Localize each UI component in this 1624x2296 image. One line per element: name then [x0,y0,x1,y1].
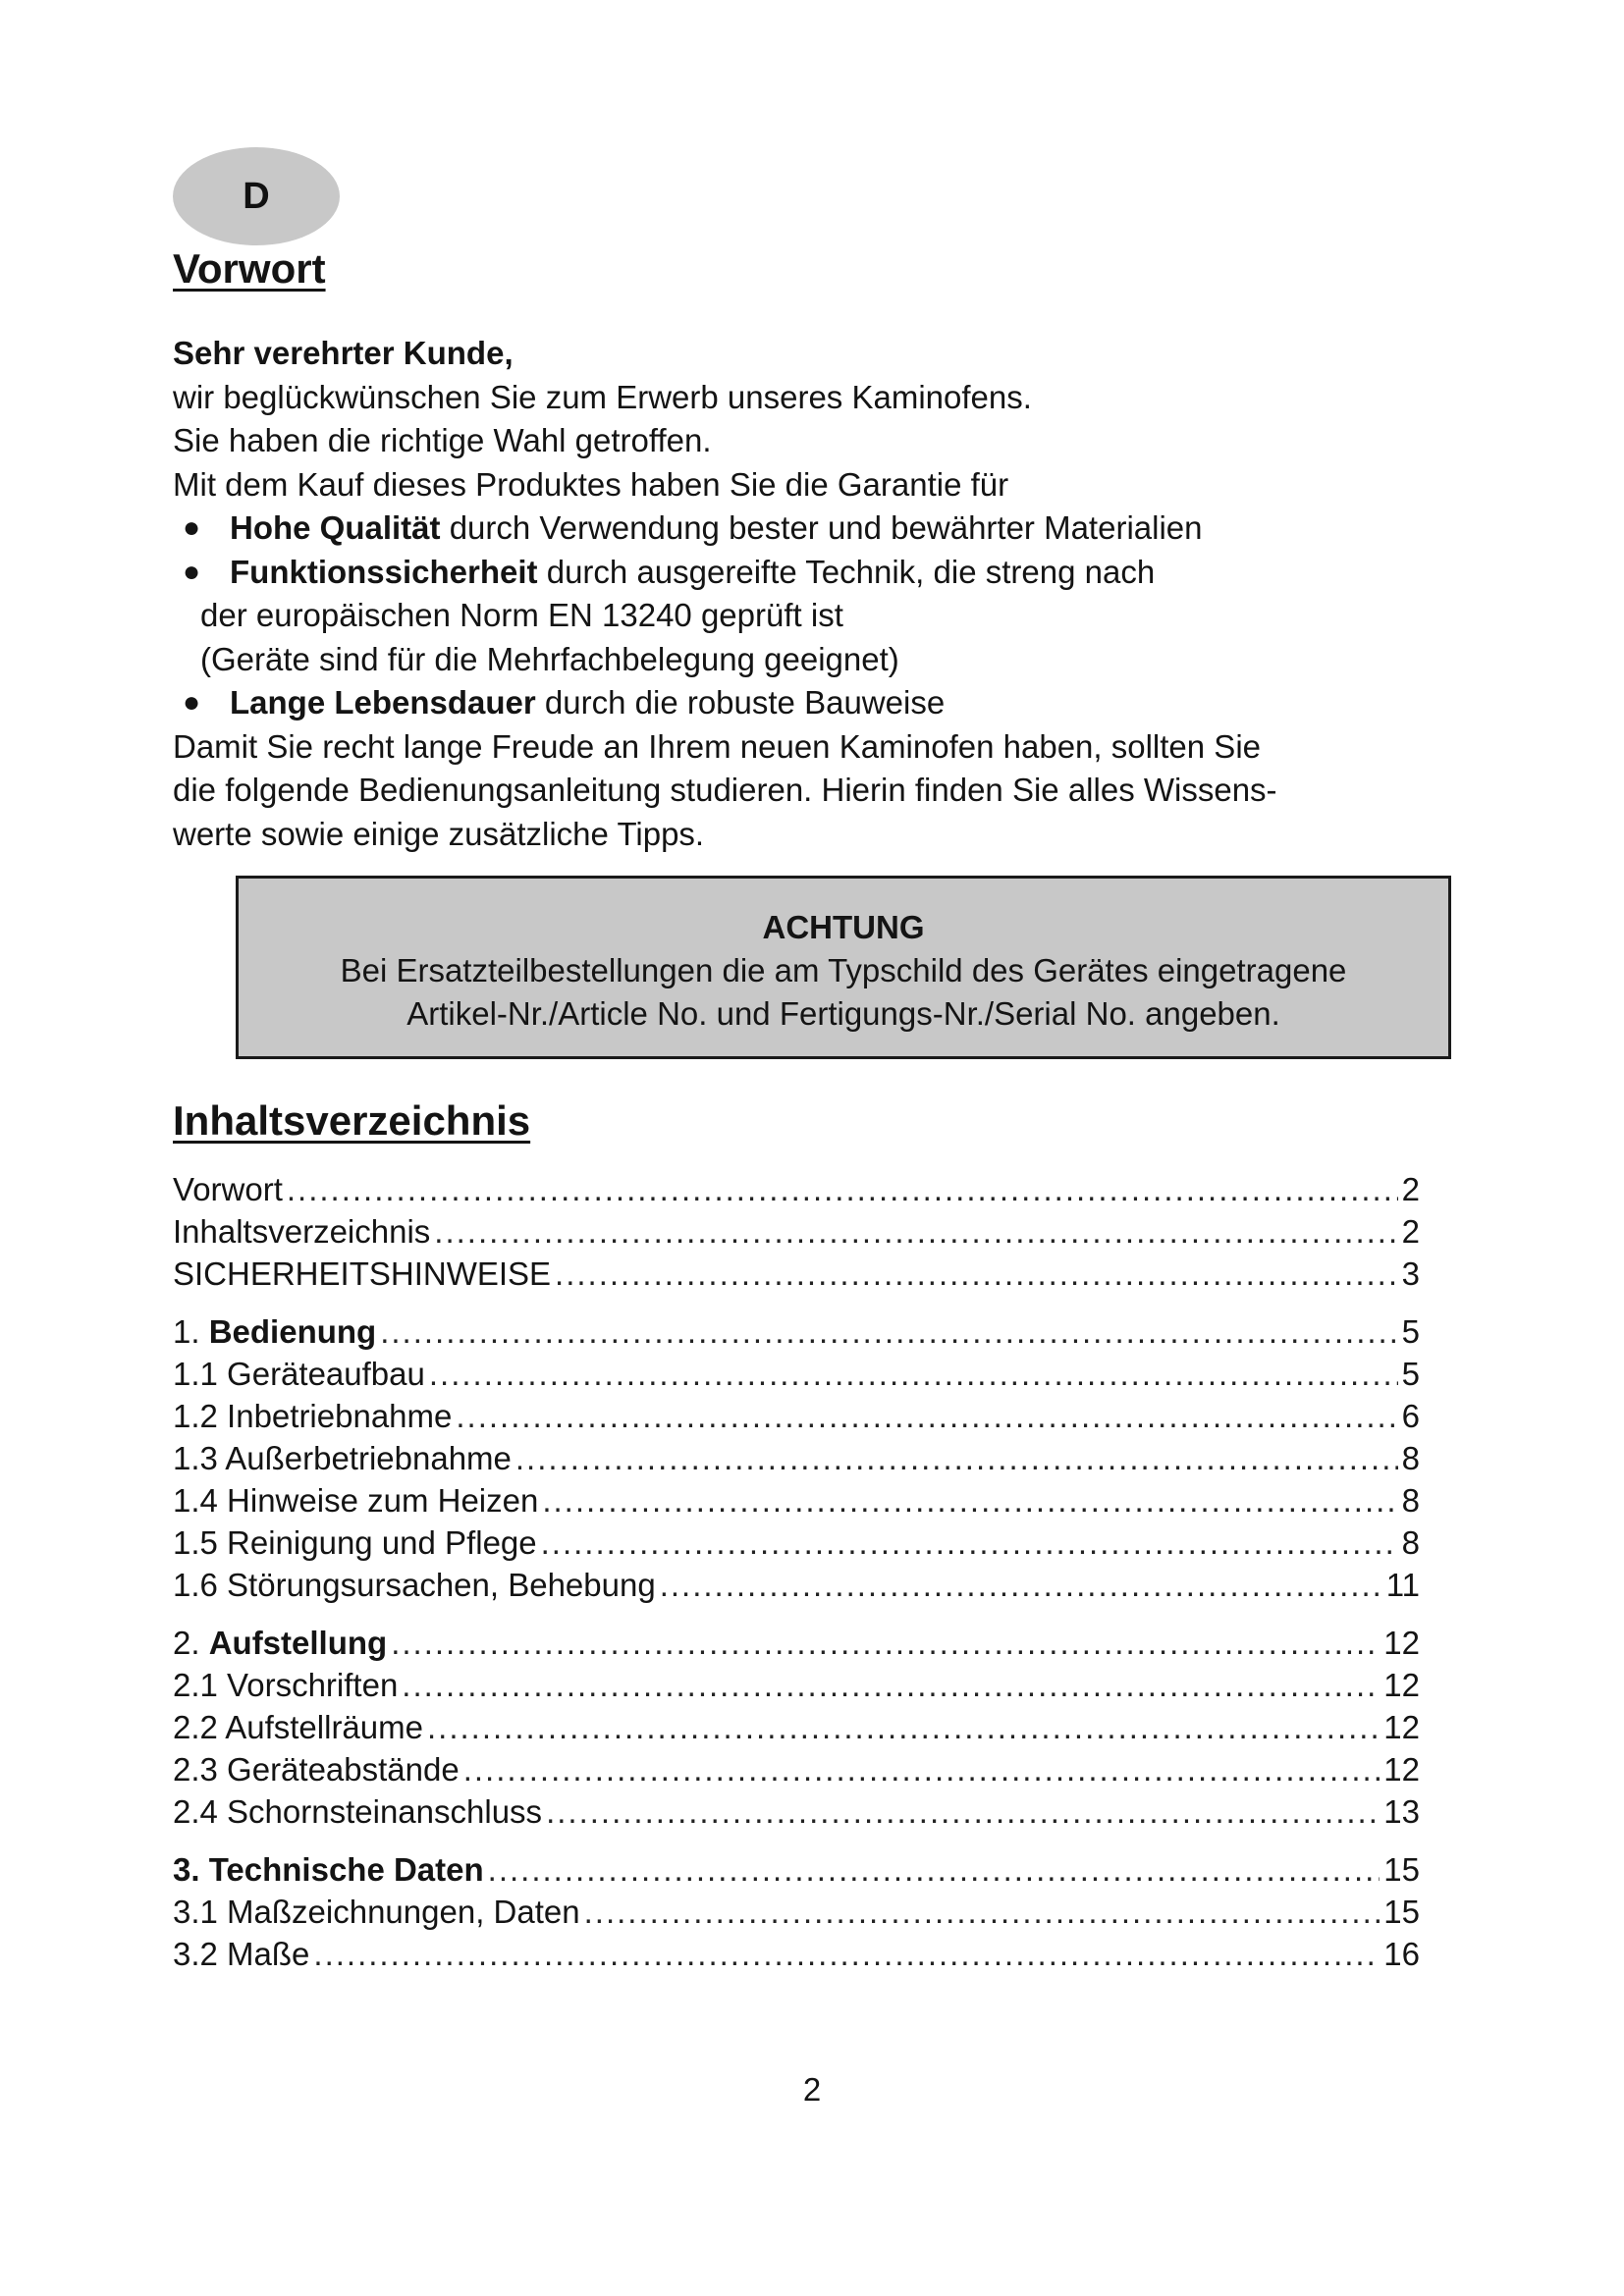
bullet-item [173,507,1449,551]
toc-page: 16 [1383,1936,1420,1972]
toc-label: 2.1 Vorschriften [173,1667,399,1703]
toc-gap [173,1833,1420,1848]
toc-section-title: Aufstellung [208,1625,388,1661]
toc-leader [542,1479,1397,1522]
toc-page: 6 [1401,1398,1420,1434]
toc-entry[interactable] [173,1168,1420,1210]
toc-leader [429,1353,1398,1395]
table-of-contents [173,1168,1420,1975]
bullet-text: durch ausgereifte Technik, die streng nach [537,553,1156,590]
toc-entry[interactable] [173,1848,1420,1891]
toc-number: 1. [173,1313,200,1350]
toc-heading: Inhaltsverzeichnis [173,1097,531,1144]
toc-page: 12 [1383,1709,1420,1745]
toc-leader [515,1437,1398,1479]
toc-entry[interactable] [173,1622,1420,1664]
toc-page: 12 [1383,1751,1420,1788]
toc-entry[interactable] [173,1790,1420,1833]
toc-section-title: 3. Technische Daten [173,1851,484,1888]
toc-entry[interactable] [173,1933,1420,1975]
toc-label [173,1848,484,1891]
toc-entry[interactable] [173,1253,1420,1295]
toc-leader [488,1848,1380,1891]
greeting: Sehr verehrter Kunde, [173,335,514,371]
toc-page: 8 [1401,1524,1420,1561]
bullet-bold: Hohe Qualität [230,509,441,546]
intro-line: Mit dem Kauf dieses Produktes haben Sie die Garantie für [173,465,1009,503]
toc-leader [427,1706,1380,1748]
toc-entry[interactable] [173,1395,1420,1437]
toc-section-title: Bedienung [208,1313,377,1350]
vorwort-text [173,332,1449,856]
bullet-bold: Funktionssicherheit [230,553,538,590]
toc-page: 12 [1383,1625,1420,1661]
warning-title: ACHTUNG [762,909,925,945]
intro-line: wir beglückwünschen Sie zum Erwerb unseres Kaminofens. [173,378,1032,415]
toc-label: 2.2 Aufstellräume [173,1709,423,1745]
bullet-item [173,551,1449,595]
toc-label: 3.1 Maßzeichnungen, Daten [173,1894,580,1930]
toc-page: 13 [1383,1793,1420,1830]
toc-label: 1.3 Außerbetriebnahme [173,1440,512,1476]
toc-entry[interactable] [173,1748,1420,1790]
toc-leader [555,1253,1398,1295]
toc-page: 2 [1401,1171,1420,1207]
toc-page: 12 [1383,1667,1420,1703]
toc-page: 5 [1401,1356,1420,1392]
toc-entry[interactable] [173,1891,1420,1933]
toc-label: SICHERHEITSHINWEISE [173,1255,552,1292]
toc-label: 2.3 Geräteabstände [173,1751,460,1788]
toc-page: 8 [1401,1482,1420,1519]
intro-line: Sie haben die richtige Wahl getroffen. [173,422,712,458]
language-badge: D [173,147,340,245]
toc-leader [380,1310,1397,1353]
bullet-text: durch die robuste Bauweise [535,684,946,721]
toc-entry[interactable] [173,1706,1420,1748]
toc-entry[interactable] [173,1664,1420,1706]
toc-leader [546,1790,1380,1833]
toc-entry[interactable] [173,1210,1420,1253]
bullet-dot-icon: ● [183,511,201,544]
bullet-bold: Lange Lebensdauer [230,684,536,721]
toc-label: 1.4 Hinweise zum Heizen [173,1482,539,1519]
toc-page: 15 [1383,1894,1420,1930]
toc-leader [287,1168,1398,1210]
toc-label: 3.2 Maße [173,1936,310,1972]
bullet-continuation: (Geräte sind für die Mehrfachbelegung geeignet) [200,640,899,677]
vorwort-heading: Vorwort [173,245,326,292]
warning-line: Artikel-Nr./Article No. und Fertigungs-Nr./Serial No. angeben. [406,995,1280,1032]
toc-entry[interactable] [173,1522,1420,1564]
toc-entry[interactable] [173,1437,1420,1479]
toc-page: 11 [1385,1567,1420,1603]
toc-leader [463,1748,1380,1790]
bullet-dot-icon: ● [183,686,201,719]
toc-label: 1.6 Störungsursachen, Behebung [173,1567,656,1603]
toc-label [173,1622,387,1664]
toc-leader [391,1622,1380,1664]
bullet-text: durch Verwendung bester und bewährter Materialien [440,509,1203,546]
toc-label: 1.1 Geräteaufbau [173,1356,425,1392]
toc-page: 3 [1401,1255,1420,1292]
toc-leader [456,1395,1397,1437]
toc-gap [173,1295,1420,1310]
toc-label: Vorwort [173,1171,283,1207]
toc-label: Inhaltsverzeichnis [173,1213,431,1250]
closing-line: die folgende Bedienungsanleitung studieren. Hierin finden Sie alles Wissens- [173,772,1277,808]
toc-entry[interactable] [173,1310,1420,1353]
toc-entry[interactable] [173,1564,1420,1606]
bullet-continuation: der europäischen Norm EN 13240 geprüft ist [200,597,843,633]
warning-line: Bei Ersatzteilbestellungen die am Typschild des Gerätes eingetragene [340,952,1347,988]
toc-leader [541,1522,1398,1564]
toc-label [173,1310,376,1353]
toc-page: 8 [1401,1440,1420,1476]
toc-entry[interactable] [173,1353,1420,1395]
bullet-item [173,681,1449,725]
toc-number: 2. [173,1625,200,1661]
toc-entry[interactable] [173,1479,1420,1522]
toc-gap [173,1606,1420,1622]
closing-line: werte sowie einige zusätzliche Tipps. [173,815,705,852]
toc-page: 5 [1401,1313,1420,1350]
toc-label: 2.4 Schornsteinanschluss [173,1793,543,1830]
closing-line: Damit Sie recht lange Freude an Ihrem neuen Kaminofen haben, sollten Sie [173,727,1261,765]
toc-page: 15 [1383,1851,1420,1888]
toc-leader [434,1210,1397,1253]
toc-leader [402,1664,1380,1706]
toc-label: 1.5 Reinigung und Pflege [173,1524,537,1561]
bullet-dot-icon: ● [183,555,201,588]
toc-label: 1.2 Inbetriebnahme [173,1398,453,1434]
toc-leader [660,1564,1382,1606]
toc-leader [313,1933,1380,1975]
warning-box [236,876,1451,1059]
toc-page: 2 [1401,1213,1420,1250]
toc-leader [584,1891,1380,1933]
page-number: 2 [802,2071,822,2108]
